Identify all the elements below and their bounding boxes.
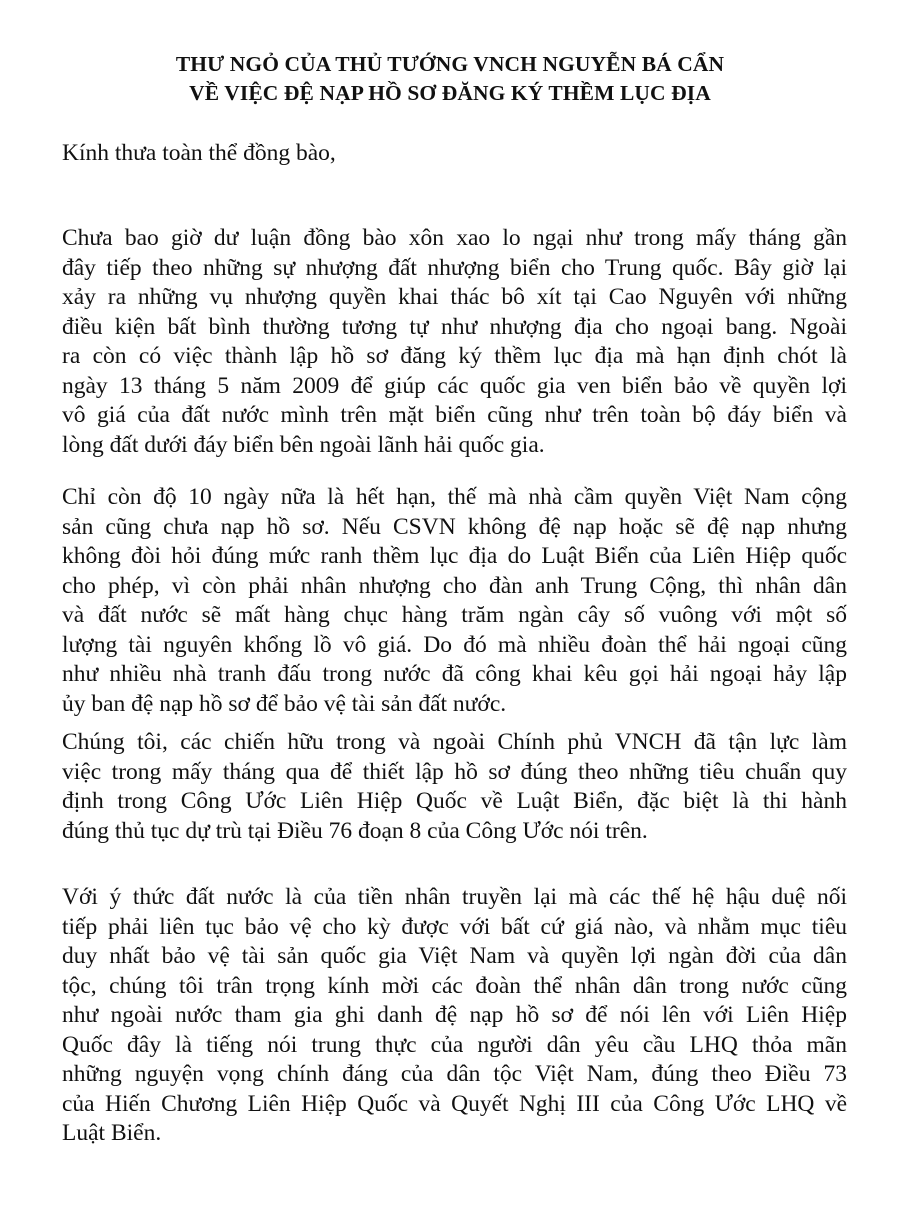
text-line: đúng thủ tục dự trù tại Điều 76 đoạn 8 của Công Ước nói trên. [62, 817, 648, 844]
greeting: Kính thưa toàn thể đồng bào, [62, 140, 336, 166]
text-line: duy nhất bảo vệ tài sản quốc gia Việt Nam và quyền lợi ngàn đời của dân [62, 943, 847, 969]
text-line: ra còn có việc thành lập hồ sơ đăng ký thềm lục địa mà hạn định chót là [62, 343, 847, 369]
document-title [60, 50, 840, 108]
text-line: những nguyện vọng chính đáng của dân tộc Việt Nam, đúng theo Điều 73 [62, 1061, 847, 1087]
paragraph-3 [62, 728, 847, 846]
text-line: lượng tài nguyên khổng lồ vô giá. Do đó mà nhiều đoàn thể hải ngoại cũng [62, 631, 847, 658]
text-line: và đất nước sẽ mất hàng chục hàng trăm ngàn cây số vuông với một số [62, 602, 847, 628]
text-line: ủy ban đệ nạp hồ sơ để bảo vệ tài sản đất nước. [62, 690, 507, 717]
text-line: xảy ra những vụ nhượng quyền khai thác bô xít tại Cao Nguyên với những [62, 284, 847, 310]
text-line: cho phép, vì còn phải nhân nhượng cho đàn anh Trung Cộng, thì nhân dân [62, 572, 847, 599]
text-line: như nhiều nhà tranh đấu trong nước đã công khai kêu gọi hải ngoại hảy lập [62, 661, 847, 687]
paragraph-4 [62, 883, 847, 1149]
text-line: Luật Biển. [62, 1120, 162, 1146]
text-line: Quốc đây là tiếng nói trung thực của người dân yêu cầu LHQ thỏa mãn [62, 1031, 847, 1058]
text-line: Chỉ còn độ 10 ngày nữa là hết hạn, thế mà nhà cầm quyền Việt Nam cộng [62, 484, 847, 510]
paragraph-1 [62, 224, 847, 460]
text-line: không đòi hỏi đúng mức ranh thềm lục địa do Luật Biển của Liên Hiệp quốc [62, 543, 847, 569]
title-line-1: THƯ NGỎ CỦA THỦ TƯỚNG VNCH NGUYỄN BÁ CẨN [175, 52, 725, 76]
text-line: Chưa bao giờ dư luận đồng bào xôn xao lo ngại như trong mấy tháng gần [62, 225, 847, 251]
text-line: như ngoài nước tham gia ghi danh đệ nạp hồ sơ để nói lên với Liên Hiệp [62, 1002, 847, 1028]
text-line: của Hiến Chương Liên Hiệp Quốc và Quyết Nghị III của Công Ước LHQ về [62, 1090, 847, 1117]
text-line: Chúng tôi, các chiến hữu trong và ngoài Chính phủ VNCH đã tận lực làm [62, 729, 847, 755]
title-line-2: VỀ VIỆC ĐỆ NẠP HỒ SƠ ĐĂNG KÝ THỀM LỤC ĐỊA [189, 81, 711, 105]
text-line: tiếp phải liên tục bảo vệ cho kỳ được với bất cứ giá nào, và nhằm mục tiêu [62, 913, 847, 940]
text-line: Với ý thức đất nước là của tiền nhân truyền lại mà các thế hệ hậu duệ nối [62, 884, 847, 910]
text-line: ngày 13 tháng 5 năm 2009 để giúp các quốc gia ven biển bảo về quyền lợi [62, 372, 847, 399]
text-line: sản cũng chưa nạp hồ sơ. Nếu CSVN không đệ nạp hoặc sẽ đệ nạp nhưng [62, 513, 847, 540]
text-line: lòng đất dưới đáy biển bên ngoài lãnh hải quốc gia. [62, 431, 545, 458]
text-line: tộc, chúng tôi trân trọng kính mời các đoàn thể nhân dân trong nước cũng [62, 972, 847, 999]
text-line: định trong Công Ước Liên Hiệp Quốc về Luật Biển, đặc biệt là thi hành [62, 788, 847, 814]
paragraph-2 [62, 483, 847, 719]
text-line: đây tiếp theo những sự nhượng đất nhượng biển cho Trung quốc. Bây giờ lại [62, 254, 847, 281]
text-line: điều kiện bất bình thường tương tự như nhượng địa cho ngoại bang. Ngoài [62, 313, 847, 340]
text-line: vô giá của đất nước mình trên mặt biển cũng như trên toàn bộ đáy biển và [62, 402, 847, 428]
text-line: việc trong mấy tháng qua để thiết lập hồ sơ đúng theo những tiêu chuẩn quy [62, 758, 847, 785]
